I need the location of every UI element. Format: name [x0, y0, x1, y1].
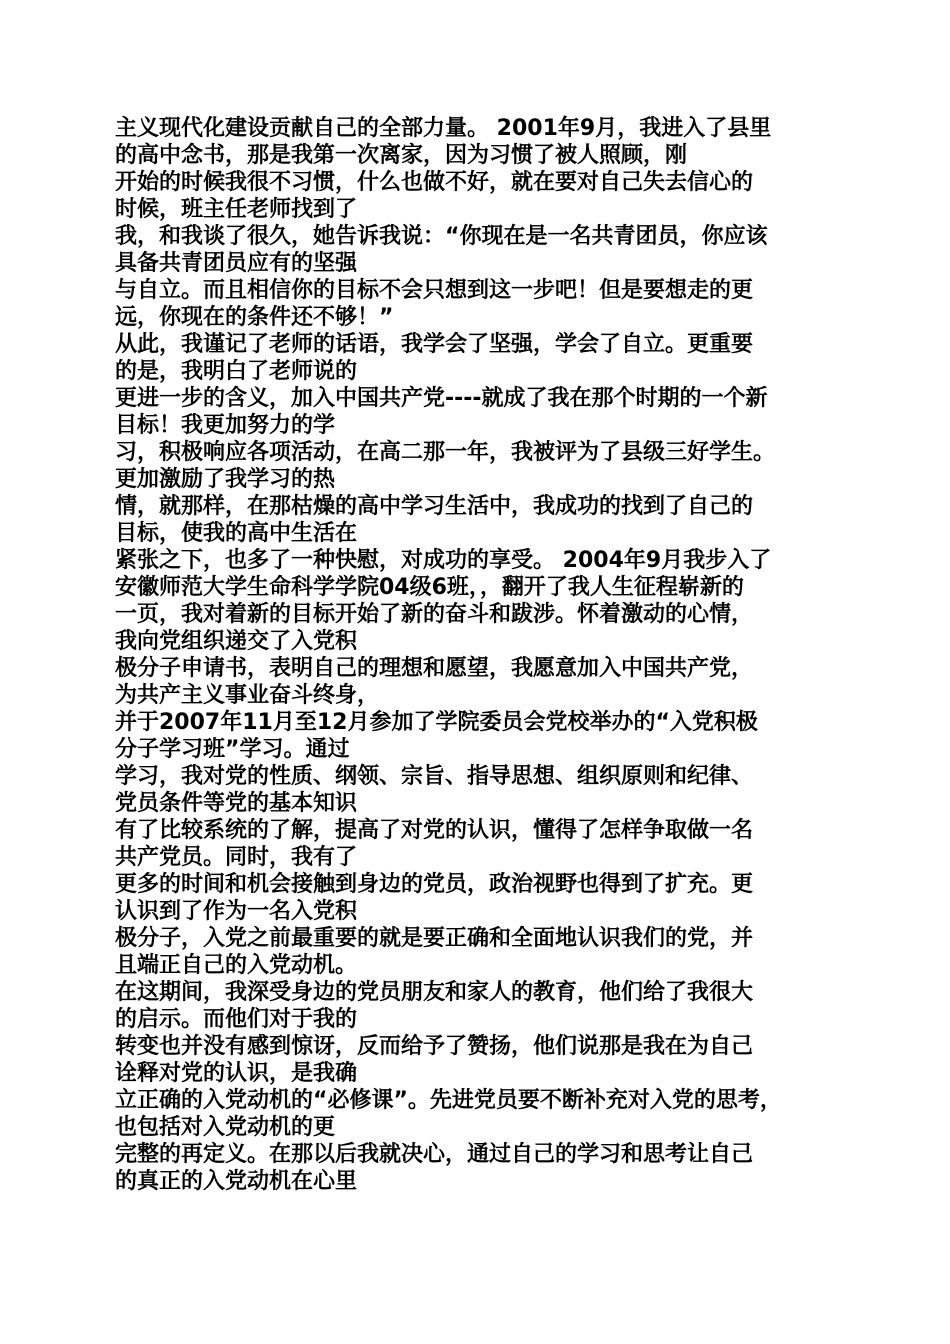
- text-line: 的真正的入党动机在心里: [115, 1169, 358, 1194]
- text-line: 习，积极响应各项活动，在高二那一年，我被评为了县级三好学生。: [115, 440, 776, 465]
- text-line: 的是，我明白了老师说的: [115, 359, 358, 384]
- text-line: 完整的再定义。在那以后我就决心，通过自己的学习和思考让自己: [115, 1142, 754, 1167]
- text-line: 时候，班主任老师找到了: [115, 197, 358, 222]
- text-line: 且端正自己的入党动机。: [115, 953, 358, 978]
- text-line: 立正确的入党动机的“必修课”。先进党员要不断补充对入党的思考，: [115, 1088, 782, 1113]
- text-line: 与自立。而且相信你的目标不会只想到这一步吧！但是要想走的更: [115, 278, 754, 303]
- text-line: 党员条件等党的基本知识: [115, 791, 358, 816]
- text-line: 安徽师范大学生命科学学院04级6班，，翻开了我人生征程崭新的: [115, 575, 744, 600]
- text-line: 紧张之下，也多了一种快慰，对成功的享受。 2004年9月我步入了: [115, 548, 772, 573]
- text-line: 远，你现在的条件还不够！”: [115, 305, 394, 330]
- text-line: 更进一步的含义，加入中国共产党----就成了我在那个时期的一个新: [115, 386, 768, 411]
- text-line: 目标！我更加努力的学: [115, 413, 336, 438]
- text-line: 具备共青团员应有的坚强: [115, 251, 358, 276]
- document-body-text: [115, 115, 835, 1195]
- text-line: 更加激励了我学习的热: [115, 467, 336, 492]
- text-line: 我向党组织递交了入党积: [115, 629, 358, 654]
- text-line: 为共产主义事业奋斗终身，: [115, 683, 380, 708]
- text-line: 的高中念书，那是我第一次离家，因为习惯了被人照顾，刚: [115, 143, 688, 168]
- text-line: 在这期间，我深受身边的党员朋友和家人的教育，他们给了我很大: [115, 980, 754, 1005]
- text-line: 认识到了作为一名入党积: [115, 899, 358, 924]
- text-line: 主义现代化建设贡献自己的全部力量。 2001年9月，我进入了县里: [115, 116, 772, 141]
- text-line: 诠释对党的认识，是我确: [115, 1061, 358, 1086]
- text-line: 并于2007年11月至12月参加了学院委员会党校举办的“入党积极: [115, 710, 758, 735]
- text-line: 从此，我谨记了老师的话语，我学会了坚强，学会了自立。更重要: [115, 332, 754, 357]
- text-line: 一页，我对着新的目标开始了新的奋斗和跋涉。怀着激动的心情，: [115, 602, 754, 627]
- text-line: 更多的时间和机会接触到身边的党员，政治视野也得到了扩充。更: [115, 872, 754, 897]
- text-line: 学习，我对党的性质、纲领、宗旨、指导思想、组织原则和纪律、: [115, 764, 754, 789]
- text-line: 共产党员。同时，我有了: [115, 845, 358, 870]
- text-line: 目标，使我的高中生活在: [115, 521, 358, 546]
- text-line: 情，就那样，在那枯燥的高中学习生活中，我成功的找到了自己的: [115, 494, 754, 519]
- text-line: 也包括对入党动机的更: [115, 1115, 336, 1140]
- text-line: 有了比较系统的了解，提高了对党的认识，懂得了怎样争取做一名: [115, 818, 754, 843]
- text-line: 分子学习班”学习。通过: [115, 737, 350, 762]
- text-line: 开始的时候我很不习惯，什么也做不好，就在要对自己失去信心的: [115, 170, 754, 195]
- text-line: 极分子申请书，表明自己的理想和愿望，我愿意加入中国共产党，: [115, 656, 754, 681]
- text-line: 我，和我谈了很久，她告诉我说：“你现在是一名共青团员，你应该: [115, 224, 768, 249]
- text-line: 转变也并没有感到惊讶，反而给予了赞扬，他们说那是我在为自己: [115, 1034, 754, 1059]
- text-line: 的启示。而他们对于我的: [115, 1007, 358, 1032]
- text-line: 极分子，入党之前最重要的就是要正确和全面地认识我们的党，并: [115, 926, 754, 951]
